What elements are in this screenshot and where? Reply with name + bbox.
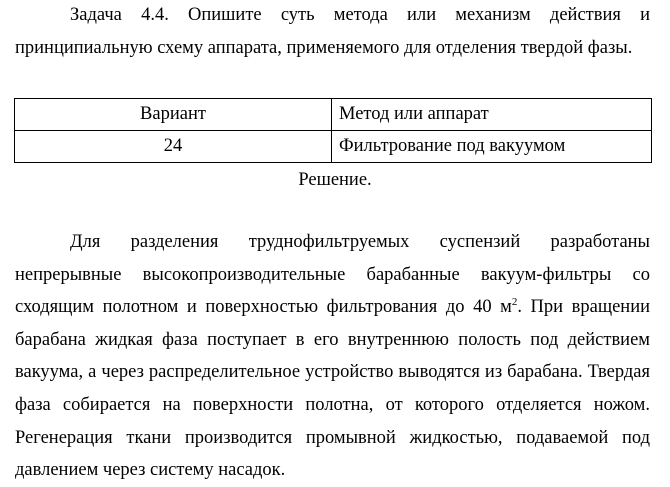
superscript-exponent: 2 — [511, 296, 518, 309]
solution-text-part1: Для разделения труднофильтруемых суспензий разработаны непрерывные высокопроизводительные барабанные вакуум-фильтры со сходящим полотном и поверхностью фильтрования до 40 м — [15, 232, 650, 318]
table-header-row — [15, 99, 652, 131]
table-row — [15, 131, 652, 163]
header-method: Метод или аппарат — [332, 99, 652, 131]
solution-text-part2: . При вращении барабана жидкая фаза поступает в его внутреннюю полость под действием вакуума, а через распределительное устройство выводятся из барабана. Твердая фаза собирается на поверхности полотна, от которого отделяется ножом. Регенерация ткани производится промывной жидкостью, подаваемой под давлением через систему насадок. — [15, 297, 650, 481]
header-variant: Вариант — [15, 99, 332, 131]
task-text: Задача 4.4. Опишите суть метода или механизм действия и принципиальную схему аппарата, применяемого для отделения твердой фазы. — [15, 5, 650, 58]
task-statement — [15, 0, 650, 64]
cell-variant-number: 24 — [15, 131, 332, 163]
variant-table — [14, 98, 652, 163]
cell-method: Фильтрование под вакуумом — [332, 131, 652, 163]
solution-paragraph — [15, 226, 650, 487]
solution-heading: Решение. — [298, 170, 372, 190]
